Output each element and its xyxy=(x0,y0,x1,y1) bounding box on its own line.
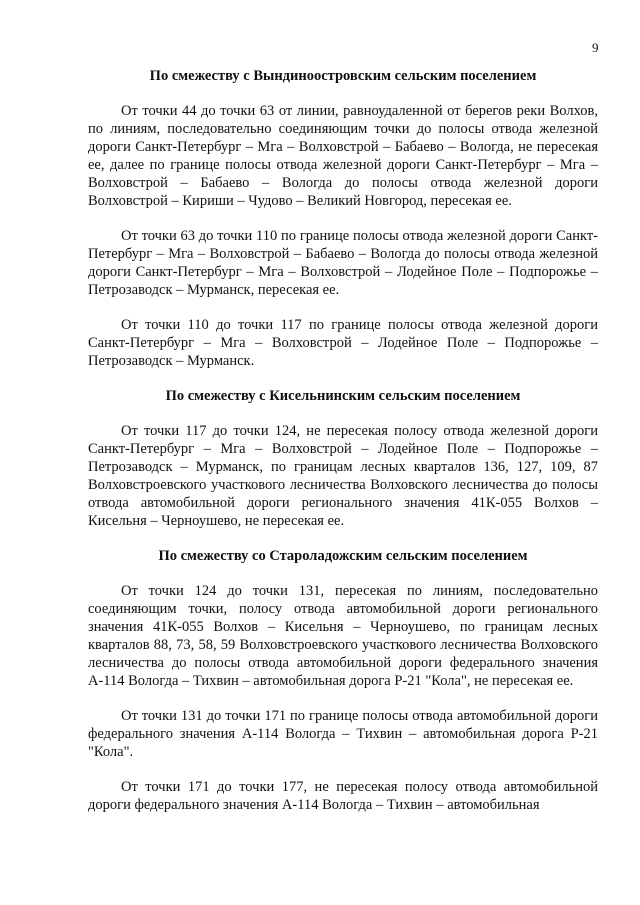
paragraph: От точки 63 до точки 110 по границе полосы отвода железной дороги Санкт-Петербург – Мга – Волховстрой – Бабаево – Вологда до полосы отвода железной дороги Санкт-Петербург – Мга – Волховстрой – Лодейное Поле – Подпорожье – Петрозаводск – Мурманск, пересекая ее. xyxy=(88,228,598,298)
paragraph: От точки 171 до точки 177, не пересекая полосу отвода автомобильной дороги федерального значения А-114 Вологда – Тихвин – автомобильная xyxy=(88,779,598,813)
paragraph: От точки 110 до точки 117 по границе полосы отвода железной дороги Санкт-Петербург – Мга – Волховстрой – Лодейное Поле – Подпорожье – Петрозаводск – Мурманск. xyxy=(88,317,598,369)
paragraph: От точки 117 до точки 124, не пересекая полосу отвода железной дороги Санкт-Петербург – Мга – Волховстрой – Лодейное Поле – Подпорожье – Петрозаводск – Мурманск, по границам лесных кварталов 136, 127, 109, 87 Волховстроевского участкового лесничества Волховского лесничества до полосы отвода автомобильной дороги регионального значения 41К-055 Волхов – Кисельня – Черноушево, не пересекая ее. xyxy=(88,423,598,529)
page-number: 9 xyxy=(592,40,599,55)
document-body xyxy=(88,67,598,814)
section-heading: По смежеству с Кисельнинским сельским поселением xyxy=(165,388,521,404)
section-heading: По смежеству со Староладожским сельским поселением xyxy=(158,548,528,564)
paragraph: От точки 124 до точки 131, пересекая по линиям, последовательно соединяющим точки, полосу отвода автомобильной дороги регионального значения 41К-055 Волхов – Кисельня – Черноушево, по границам лесных кварталов 88, 73, 58, 59 Волховстроевского участкового лесничества Волховского лесничества до полосы отвода автомобильной дороги федерального значения А-114 Вологда – Тихвин – автомобильная дорога Р-21 "Кола", не пересекая ее. xyxy=(88,583,598,689)
section-heading: По смежеству с Вындиноостровским сельским поселением xyxy=(149,68,537,84)
paragraph: От точки 44 до точки 63 от линии, равноудаленной от берегов реки Волхов, по линиям, последовательно соединяющим точки до полосы отвода железной дороги Санкт-Петербург – Мга – Волховстрой – Бабаево – Вологда, не пересекая ее, далее по границе полосы отвода железной дороги Санкт-Петербург – Мга – Волховстрой – Бабаево – Вологда до полосы отвода железной дороги Волховстрой – Кириши – Чудово – Великий Новгород, пересекая ее. xyxy=(88,103,598,209)
paragraph: От точки 131 до точки 171 по границе полосы отвода автомобильной дороги федерального значения А-114 Вологда – Тихвин – автомобильная дорога Р-21 "Кола". xyxy=(88,708,598,760)
